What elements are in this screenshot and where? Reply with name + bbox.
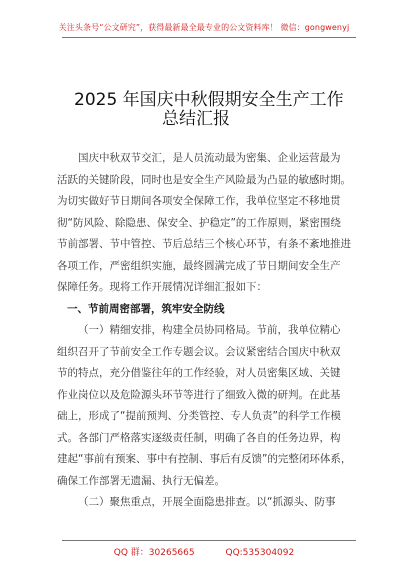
body-line: 节的特点，充分借鉴往年的工作经验，对人员密集区域、关键	[57, 367, 341, 379]
header-promo-text: 关注头条号“公文研究”，获得最新最全最专业的公文资料库！ 微信：gongwenyj	[58, 23, 350, 32]
footer-contact	[0, 545, 408, 558]
body-line: 国庆中秋双节交汇，是人员流动最为密集、企业运营最为	[78, 152, 341, 164]
body-line: 式。各部门严格落实逐级责任制，明确了各自的任务边界，构	[57, 431, 341, 444]
body-line: 彻“防风险、除隐患、保安全、护稳定”的工作原则，紧密围绕	[57, 216, 341, 229]
document-body	[57, 148, 353, 514]
body-line: 建起“事前有预案、事中有控制、事后有反馈”的完整闭环体系，	[57, 453, 352, 465]
document-title-line-2: 总结汇报	[162, 109, 230, 129]
body-line: （二）聚焦重点，开展全面隐患排查。以“抓源头、防事	[78, 496, 336, 508]
body-line: 为切实做好节日期间各项安全保障工作，我单位坚定不移地贯	[57, 195, 341, 207]
body-line: 确保工作部署无遗漏、执行无偏差。	[57, 474, 225, 487]
footer-qq-group: QQ 群：30265665	[113, 548, 195, 558]
document-title-line-1: 2025 年国庆中秋假期安全生产工作	[74, 90, 344, 110]
body-line: 各项工作，严密组织实施，最终圆满完成了节日期间安全生产	[57, 259, 341, 272]
body-line: 节前部署、节中管控、节后总结三个核心环节，有条不紊地推进	[57, 238, 351, 250]
footer-qq: QQ:535304092	[225, 548, 295, 558]
body-line: （一）精细安排，构建全员协同格局。节前，我单位精心	[78, 324, 341, 336]
body-line: 作业岗位以及危险源头环节等进行了细致入微的研判。在此基	[57, 388, 341, 401]
body-line: 础上，形成了“提前预判、分类管控、专人负责”的科学工作模	[57, 410, 341, 422]
footer-divider	[62, 540, 356, 541]
body-line: 组织召开了节前安全工作专题会议。会议紧密结合国庆中秋双	[57, 345, 341, 358]
body-line: 活跃的关键阶段，同时也是安全生产风险最为凸显的敏感时期。	[57, 173, 351, 186]
body-line: 保障任务。现将工作开展情况详细汇报如下：	[57, 281, 267, 293]
section-heading: 一、节前周密部署，筑牢安全防线	[67, 302, 225, 315]
header-divider	[62, 37, 356, 38]
